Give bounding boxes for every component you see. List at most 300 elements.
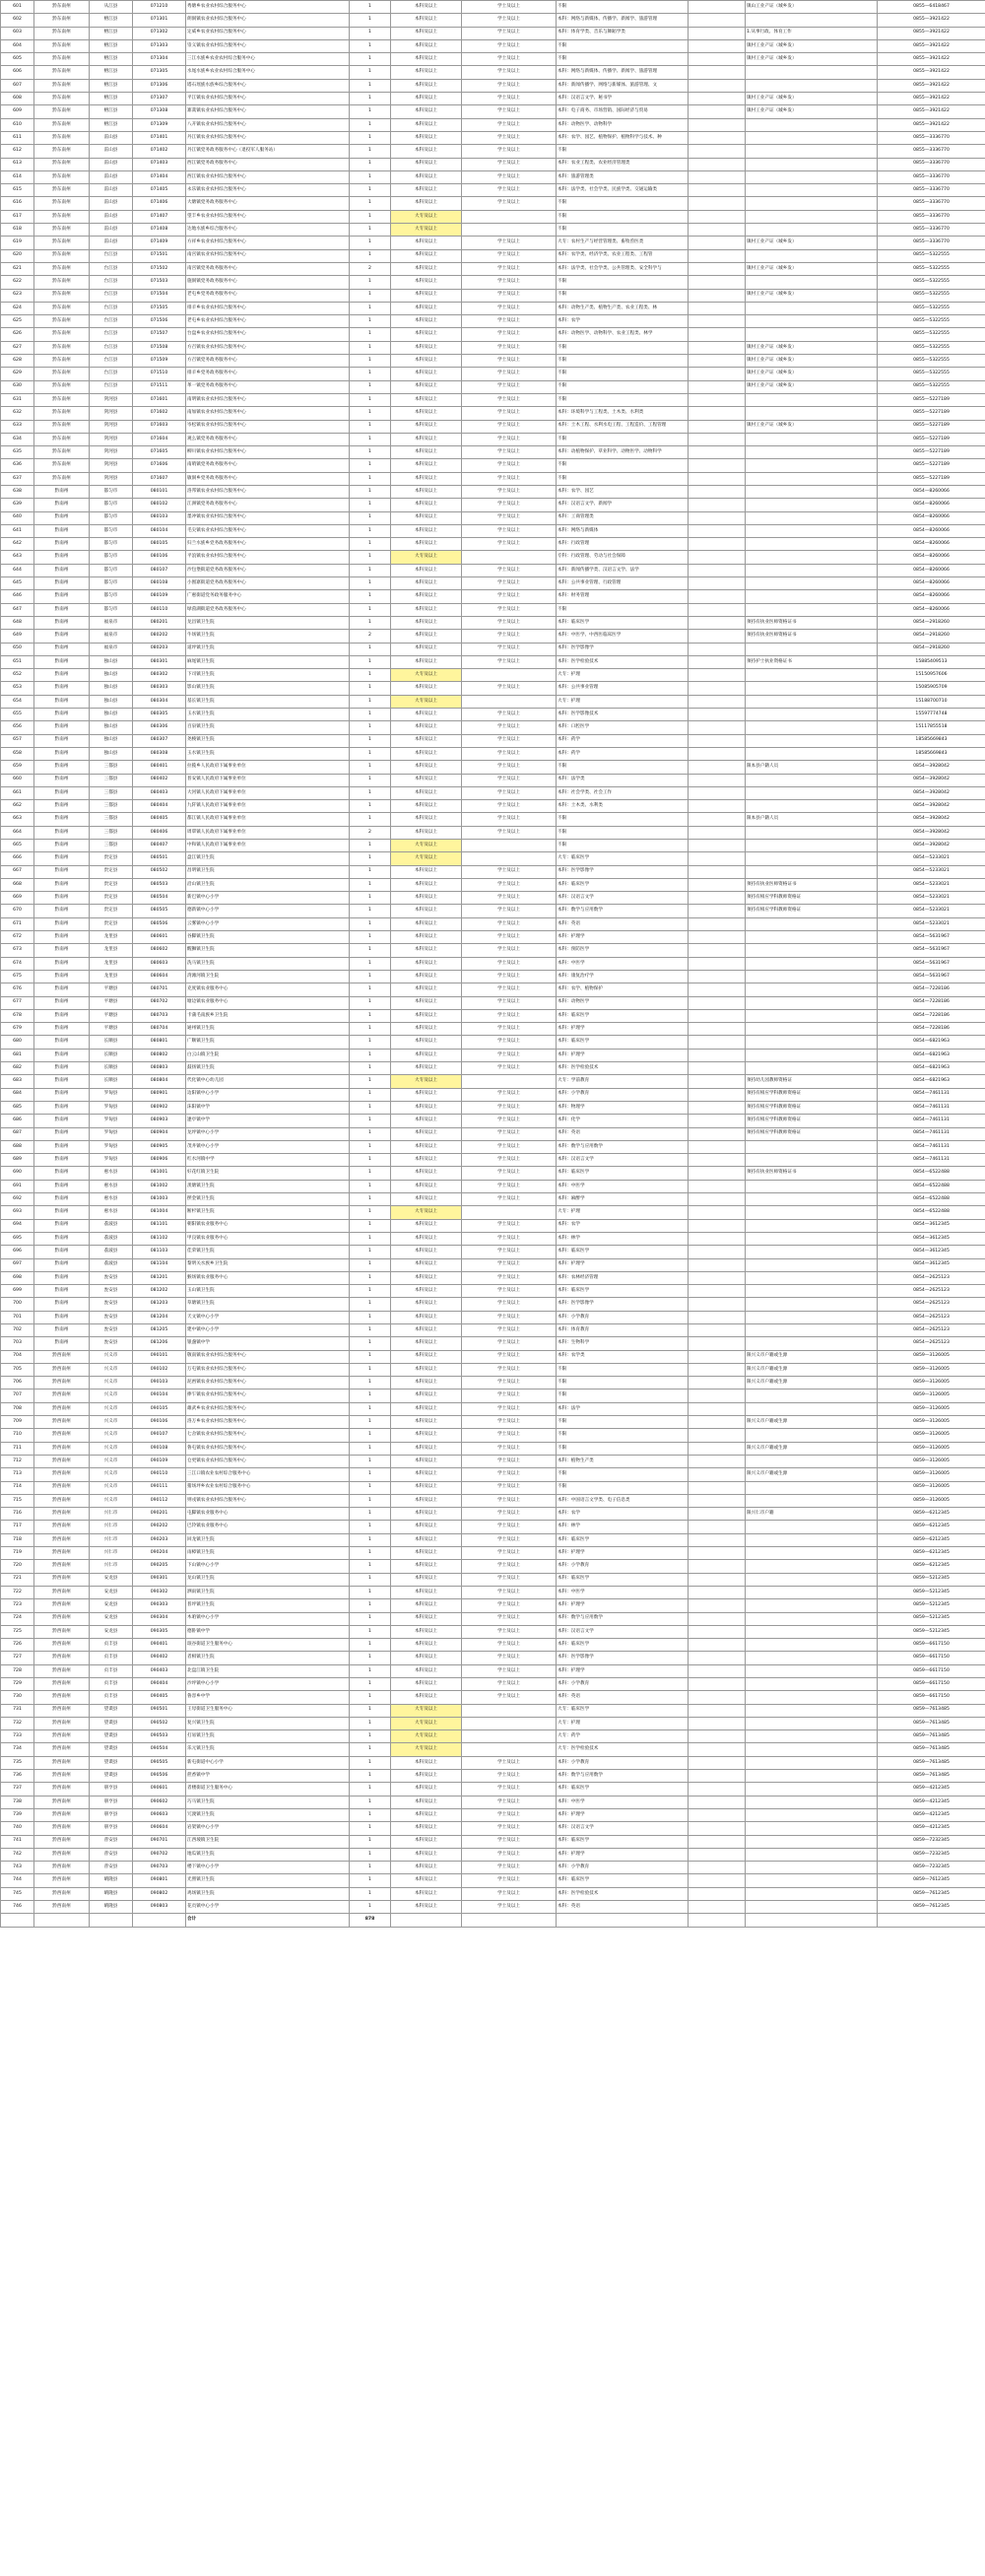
phone-cell: 0854—3928042 xyxy=(878,761,985,774)
other-cell xyxy=(689,734,746,747)
county-cell: 贵定县 xyxy=(90,892,133,905)
unit-name-cell: 湾滩河镇卫生院 xyxy=(186,970,350,983)
headcount-cell: 1 xyxy=(350,524,391,537)
phone-cell: 0855—3336770 xyxy=(878,237,985,249)
remarks-cell xyxy=(746,1285,878,1298)
other-cell xyxy=(689,1258,746,1271)
phone-cell: 0855—5227189 xyxy=(878,472,985,485)
seq-cell: 614 xyxy=(1,170,34,183)
region-cell: 黔西南州 xyxy=(34,1901,90,1914)
unit-name-cell: 排羊乡党务政务服务中心 xyxy=(186,368,350,380)
other-cell xyxy=(689,53,746,66)
seq-cell: 638 xyxy=(1,485,34,498)
position-code-cell: 081101 xyxy=(133,1219,186,1232)
education-cell: 本科及以上 xyxy=(391,1442,462,1455)
seq-cell: 628 xyxy=(1,355,34,368)
education-cell: 大专及以上 xyxy=(391,840,462,852)
remarks-cell: 须持有相应学科教师资格证 xyxy=(746,905,878,917)
major-cell: 本科：小学教育 xyxy=(557,1756,689,1769)
remarks-cell xyxy=(746,1494,878,1507)
phone-cell: 0855—5322555 xyxy=(878,341,985,354)
phone-cell: 0854—3928042 xyxy=(878,800,985,813)
county-cell: 长顺县 xyxy=(90,1075,133,1088)
table-row xyxy=(1,27,985,39)
county-cell: 三都县 xyxy=(90,774,133,786)
unit-name-cell: 克度镇农业服务中心 xyxy=(186,983,350,996)
headcount-cell: 1 xyxy=(350,813,391,826)
table-row xyxy=(1,1075,985,1088)
degree-cell: 学士及以上 xyxy=(462,616,557,629)
degree-cell: 学士及以上 xyxy=(462,1350,557,1363)
unit-name-cell: 昌明镇卫生院 xyxy=(186,865,350,878)
major-cell: 本科：农学、园艺、植物保护、植物科学与技术、种 xyxy=(557,131,689,144)
major-cell: 本科：临床医学 xyxy=(557,1639,689,1652)
degree-cell: 学士及以上 xyxy=(462,1468,557,1481)
degree-cell: 学士及以上 xyxy=(462,1442,557,1455)
county-cell: 独山县 xyxy=(90,721,133,734)
degree-cell: 学士及以上 xyxy=(462,105,557,118)
phone-cell: 0854—3612345 xyxy=(878,1246,985,1258)
county-cell: 独山县 xyxy=(90,747,133,760)
position-code-cell: 090106 xyxy=(133,1416,186,1429)
remarks-cell xyxy=(746,1887,878,1900)
county-cell: 平塘县 xyxy=(90,983,133,996)
degree-cell: 学士及以上 xyxy=(462,1547,557,1560)
headcount-cell: 1 xyxy=(350,1416,391,1429)
degree-cell: 学士及以上 xyxy=(462,800,557,813)
phone-cell: 0859—4212345 xyxy=(878,1796,985,1808)
other-cell xyxy=(689,551,746,564)
remarks-cell xyxy=(746,145,878,158)
major-cell: 本科：临床医学 xyxy=(557,1783,689,1796)
table-row xyxy=(1,1298,985,1311)
position-code-cell: 071302 xyxy=(133,27,186,39)
remarks-cell xyxy=(746,669,878,682)
major-cell: 本科：法学类、社会学类、民族学类、交通运输类 xyxy=(557,184,689,197)
major-cell: 本科：临床医学 xyxy=(557,1533,689,1546)
region-cell: 黔西南州 xyxy=(34,1652,90,1664)
education-cell: 本科及以上 xyxy=(391,1049,462,1061)
major-cell: 不限 xyxy=(557,1,689,14)
position-code-cell: 071305 xyxy=(133,66,186,79)
other-cell xyxy=(689,249,746,262)
position-code-cell: 080109 xyxy=(133,590,186,603)
major-cell: 本科：小学教育 xyxy=(557,1678,689,1691)
major-cell: 不限 xyxy=(557,433,689,445)
county-cell: 榕江县 xyxy=(90,27,133,39)
table-row xyxy=(1,1599,985,1612)
education-cell: 本科及以上 xyxy=(391,433,462,445)
degree-cell: 学士及以上 xyxy=(462,996,557,1009)
degree-cell: 学士及以上 xyxy=(462,905,557,917)
county-cell: 独山县 xyxy=(90,669,133,682)
table-row xyxy=(1,1206,985,1219)
unit-name-cell: 敏洞乡党务政务服务中心 xyxy=(186,472,350,485)
county-cell: 安龙县 xyxy=(90,1599,133,1612)
region-cell: 黔南州 xyxy=(34,590,90,603)
major-cell: 不限 xyxy=(557,840,689,852)
table-row xyxy=(1,499,985,511)
table-row xyxy=(1,355,985,368)
major-cell: 大专：临床医学 xyxy=(557,1704,689,1717)
region-cell: 黔南州 xyxy=(34,1101,90,1114)
major-cell: 不限 xyxy=(557,39,689,52)
headcount-cell: 1 xyxy=(350,197,391,210)
phone-cell: 0855—3336770 xyxy=(878,184,985,197)
position-code-cell: 080701 xyxy=(133,983,186,996)
education-cell: 大专及以上 xyxy=(391,1730,462,1743)
phone-cell: 0854—8260066 xyxy=(878,577,985,590)
region-cell: 黔南州 xyxy=(34,1127,90,1140)
headcount-cell: 1 xyxy=(350,289,391,302)
headcount-cell: 1 xyxy=(350,66,391,79)
phone-cell: 0854—8260066 xyxy=(878,551,985,564)
headcount-cell: 1 xyxy=(350,1717,391,1729)
other-cell xyxy=(689,1036,746,1049)
degree-cell: 学士及以上 xyxy=(462,878,557,891)
unit-name-cell: 仓更镇农业农村综合服务中心 xyxy=(186,1455,350,1467)
seq-cell: 689 xyxy=(1,1154,34,1167)
major-cell: 本科：中国语言文学类、电子信息类 xyxy=(557,1494,689,1507)
county-cell: 龙里县 xyxy=(90,944,133,957)
degree-cell: 学士及以上 xyxy=(462,983,557,996)
table-row xyxy=(1,472,985,485)
position-code-cell: 080402 xyxy=(133,774,186,786)
seq-cell: 603 xyxy=(1,27,34,39)
headcount-cell: 1 xyxy=(350,1547,391,1560)
education-cell: 本科及以上 xyxy=(391,1639,462,1652)
position-code-cell: 071505 xyxy=(133,302,186,314)
unit-name-cell: 黎明关水族乡卫生院 xyxy=(186,1258,350,1271)
other-cell xyxy=(689,655,746,668)
table-row xyxy=(1,407,985,420)
other-cell xyxy=(689,1023,746,1036)
region-cell: 黔西南州 xyxy=(34,1560,90,1573)
table-row xyxy=(1,747,985,760)
remarks-cell: 须持护士执业资格证书 xyxy=(746,655,878,668)
unit-name-cell: 醒狮镇卫生院 xyxy=(186,944,350,957)
position-code-cell: 081102 xyxy=(133,1232,186,1245)
degree-cell: 学士及以上 xyxy=(462,1508,557,1521)
region-cell: 黔西南州 xyxy=(34,1717,90,1729)
education-cell: 本科及以上 xyxy=(391,158,462,170)
other-cell xyxy=(689,603,746,616)
major-cell: 不限 xyxy=(557,761,689,774)
position-code-cell: 090111 xyxy=(133,1481,186,1494)
remarks-cell xyxy=(746,1599,878,1612)
degree-cell: 学士及以上 xyxy=(462,1049,557,1061)
seq-cell: 616 xyxy=(1,197,34,210)
table-row xyxy=(1,734,985,747)
county-cell: 都匀市 xyxy=(90,590,133,603)
major-cell: 不限 xyxy=(557,1429,689,1442)
county-cell: 晴隆县 xyxy=(90,1901,133,1914)
degree-cell: 学士及以上 xyxy=(462,1862,557,1874)
position-code-cell: 080801 xyxy=(133,1036,186,1049)
unit-name-cell: 南宫镇党务政务服务中心 xyxy=(186,262,350,275)
remarks-cell xyxy=(746,79,878,92)
seq-cell: 700 xyxy=(1,1298,34,1311)
county-cell: 龙里县 xyxy=(90,957,133,970)
phone-cell: 0859—6212345 xyxy=(878,1521,985,1533)
position-code-cell: 090803 xyxy=(133,1901,186,1914)
unit-name-cell: 鸡场镇卫生院 xyxy=(186,1887,350,1900)
headcount-cell: 1 xyxy=(350,1115,391,1127)
position-code-cell: 080405 xyxy=(133,813,186,826)
headcount-cell: 1 xyxy=(350,1664,391,1677)
headcount-cell: 1 xyxy=(350,1874,391,1887)
unit-name-cell: 卡蒲毛南族乡卫生院 xyxy=(186,1009,350,1022)
headcount-cell: 1 xyxy=(350,865,391,878)
major-cell: 不限 xyxy=(557,393,689,406)
county-cell: 安龙县 xyxy=(90,1625,133,1638)
unit-name-cell: 摆金镇卫生院 xyxy=(186,1193,350,1206)
region-cell: 黔东南州 xyxy=(34,407,90,420)
unit-name-cell: 水尾水族乡农业农村综合服务中心 xyxy=(186,66,350,79)
seq-cell: 696 xyxy=(1,1246,34,1258)
seq-cell: 635 xyxy=(1,446,34,459)
headcount-cell: 1 xyxy=(350,1704,391,1717)
degree-cell: 学士及以上 xyxy=(462,1337,557,1350)
region-cell: 黔南州 xyxy=(34,1206,90,1219)
remarks-cell xyxy=(746,1756,878,1769)
position-code-cell: 090603 xyxy=(133,1808,186,1821)
seq-cell: 637 xyxy=(1,472,34,485)
table-row xyxy=(1,1246,985,1258)
phone-cell: 0855—5322555 xyxy=(878,328,985,341)
other-cell xyxy=(689,14,746,27)
other-cell xyxy=(689,93,746,105)
county-cell: 惠水县 xyxy=(90,1167,133,1180)
major-cell: 本科：医学影像学 xyxy=(557,643,689,655)
major-cell: 本科：土木工程、水利水电工程、工程造价、工程管理 xyxy=(557,420,689,433)
major-cell: 本科：英语 xyxy=(557,1901,689,1914)
other-cell xyxy=(689,564,746,576)
phone-cell: 0854—2625123 xyxy=(878,1337,985,1350)
phone-cell: 0859—3126005 xyxy=(878,1363,985,1376)
seq-cell: 722 xyxy=(1,1586,34,1598)
region-cell: 黔南州 xyxy=(34,826,90,839)
other-cell xyxy=(689,695,746,708)
phone-cell: 0859—3126005 xyxy=(878,1377,985,1390)
other-cell xyxy=(689,577,746,590)
headcount-cell: 1 xyxy=(350,184,391,197)
region-cell: 黔西南州 xyxy=(34,1481,90,1494)
position-code-cell: 080506 xyxy=(133,917,186,930)
region-cell: 黔南州 xyxy=(34,905,90,917)
phone-cell: 0855—5227189 xyxy=(878,459,985,472)
county-cell: 普安县 xyxy=(90,1862,133,1874)
headcount-cell: 1 xyxy=(350,957,391,970)
position-code-cell: 090802 xyxy=(133,1887,186,1900)
county-cell: 台江县 xyxy=(90,328,133,341)
major-cell: 不限 xyxy=(557,210,689,223)
phone-cell: 15117855518 xyxy=(878,721,985,734)
phone-cell: 0854—5233021 xyxy=(878,852,985,865)
seq-cell xyxy=(1,1914,34,1927)
headcount-cell: 1 xyxy=(350,643,391,655)
other-cell xyxy=(689,721,746,734)
region-cell: 黔东南州 xyxy=(34,1,90,14)
region-cell: 黔西南州 xyxy=(34,1455,90,1467)
unit-name-cell: 丹江镇党务政务服务中心（退役军人服务站） xyxy=(186,145,350,158)
education-cell: 本科及以上 xyxy=(391,1337,462,1350)
table-row xyxy=(1,996,985,1009)
county-cell: 普安县 xyxy=(90,1835,133,1848)
unit-name-cell: 寨蒿镇农业农村综合服务中心 xyxy=(186,105,350,118)
table-row xyxy=(1,1808,985,1821)
degree-cell: 学士及以上 xyxy=(462,145,557,158)
degree-cell: 学士及以上 xyxy=(462,1887,557,1900)
table-row xyxy=(1,1547,985,1560)
education-cell: 本科及以上 xyxy=(391,1101,462,1114)
phone-cell: 0854—2625123 xyxy=(878,1311,985,1323)
headcount-cell: 1 xyxy=(350,721,391,734)
table-row xyxy=(1,131,985,144)
degree-cell: 学士及以上 xyxy=(462,184,557,197)
remarks-cell: 须持有相应学科教师资格证 xyxy=(746,1115,878,1127)
region-cell: 黔南州 xyxy=(34,1193,90,1206)
unit-name-cell: 通州镇卫生院 xyxy=(186,1023,350,1036)
region-cell: 黔南州 xyxy=(34,721,90,734)
remarks-cell xyxy=(746,590,878,603)
major-cell: 大专：护理 xyxy=(557,1206,689,1219)
phone-cell: 0854—3928042 xyxy=(878,786,985,799)
degree-cell: 学士及以上 xyxy=(462,1770,557,1783)
major-cell: 本科：临床医学 xyxy=(557,1835,689,1848)
phone-cell: 0855—3921422 xyxy=(878,27,985,39)
unit-name-cell: 施洞镇党务政务服务中心 xyxy=(186,276,350,289)
phone-cell: 0854—5233021 xyxy=(878,865,985,878)
unit-name-cell: 小围寨街道党务政务服务中心 xyxy=(186,577,350,590)
region-cell: 黔东南州 xyxy=(34,355,90,368)
phone-cell: 0859—7613485 xyxy=(878,1770,985,1783)
table-row xyxy=(1,1874,985,1887)
headcount-cell: 1 xyxy=(350,1271,391,1284)
county-cell: 惠水县 xyxy=(90,1193,133,1206)
remarks-cell xyxy=(746,210,878,223)
education-cell: 本科及以上 xyxy=(391,1258,462,1271)
county-cell: 榕江县 xyxy=(90,39,133,52)
phone-cell: 0855—3921422 xyxy=(878,105,985,118)
unit-name-cell: 台盘乡农业农村综合服务中心 xyxy=(186,328,350,341)
seq-cell: 714 xyxy=(1,1481,34,1494)
position-code-cell: 090401 xyxy=(133,1639,186,1652)
unit-name-cell: 老屯乡农业农村综合服务中心 xyxy=(186,315,350,328)
unit-name-cell: 定威乡农业农村综合服务中心 xyxy=(186,27,350,39)
unit-name-cell: 云雾镇中心小学 xyxy=(186,917,350,930)
other-cell xyxy=(689,105,746,118)
county-cell: 剑河县 xyxy=(90,472,133,485)
remarks-cell xyxy=(746,996,878,1009)
education-cell: 本科及以上 xyxy=(391,66,462,79)
position-code-cell: 071407 xyxy=(133,210,186,223)
education-cell: 本科及以上 xyxy=(391,1036,462,1049)
phone-cell: 0854—3612345 xyxy=(878,1232,985,1245)
region-cell: 黔南州 xyxy=(34,1298,90,1311)
headcount-cell: 1 xyxy=(350,93,391,105)
headcount-cell: 1 xyxy=(350,1127,391,1140)
table-row xyxy=(1,1455,985,1467)
county-cell: 晴隆县 xyxy=(90,1874,133,1887)
education-cell: 本科及以上 xyxy=(391,1508,462,1521)
remarks-cell xyxy=(746,1023,878,1036)
position-code-cell: 081004 xyxy=(133,1206,186,1219)
other-cell xyxy=(689,1298,746,1311)
major-cell: 不限 xyxy=(557,472,689,485)
other-cell xyxy=(689,1848,746,1861)
other-cell xyxy=(689,262,746,275)
education-cell: 本科及以上 xyxy=(391,511,462,524)
other-cell xyxy=(689,1219,746,1232)
degree-cell: 学士及以上 xyxy=(462,276,557,289)
region-cell: 黔西南州 xyxy=(34,1796,90,1808)
education-cell: 本科及以上 xyxy=(391,118,462,131)
county-cell: 兴义市 xyxy=(90,1429,133,1442)
unit-name-cell: 塘边镇农业服务中心 xyxy=(186,996,350,1009)
education-cell: 本科及以上 xyxy=(391,761,462,774)
position-code-cell: 080203 xyxy=(133,643,186,655)
headcount-cell: 1 xyxy=(350,1770,391,1783)
other-cell xyxy=(689,1232,746,1245)
unit-name-cell: 红水河镇中学 xyxy=(186,1154,350,1167)
other-cell xyxy=(689,524,746,537)
remarks-cell xyxy=(746,826,878,839)
county-cell: 贞丰县 xyxy=(90,1652,133,1664)
headcount-cell: 1 xyxy=(350,380,391,393)
other-cell xyxy=(689,1717,746,1729)
unit-name-cell: 巧马镇卫生院 xyxy=(186,1796,350,1808)
education-cell: 本科及以上 xyxy=(391,53,462,66)
education-cell: 本科及以上 xyxy=(391,577,462,590)
seq-cell: 675 xyxy=(1,970,34,983)
phone-cell: 0854—5233021 xyxy=(878,892,985,905)
position-code-cell: 071301 xyxy=(133,14,186,27)
degree-cell: 学士及以上 xyxy=(462,53,557,66)
position-code-cell: 090201 xyxy=(133,1508,186,1521)
other-cell xyxy=(689,682,746,695)
seq-cell: 734 xyxy=(1,1743,34,1756)
phone-cell: 0855—5227189 xyxy=(878,446,985,459)
major-cell: 本科：汉语言文学 xyxy=(557,1154,689,1167)
phone-cell: 0855—5227189 xyxy=(878,433,985,445)
table-row xyxy=(1,1533,985,1546)
education-cell: 本科及以上 xyxy=(391,39,462,52)
degree-cell: 学士及以上 xyxy=(462,747,557,760)
table-row xyxy=(1,79,985,92)
position-code-cell: 080201 xyxy=(133,616,186,629)
other-cell xyxy=(689,1416,746,1429)
seq-cell: 665 xyxy=(1,840,34,852)
table-row xyxy=(1,1323,985,1336)
remarks-cell: 须持有执业医师资格证书 xyxy=(746,1167,878,1180)
region-cell: 黔南州 xyxy=(34,865,90,878)
remarks-cell xyxy=(746,158,878,170)
unit-name-cell: 牛场镇卫生院 xyxy=(186,630,350,643)
remarks-cell xyxy=(746,1298,878,1311)
table-row xyxy=(1,970,985,983)
unit-name-cell: 达地水族乡综合服务中心 xyxy=(186,224,350,237)
table-row xyxy=(1,511,985,524)
table-row xyxy=(1,1350,985,1363)
degree-cell: 学士及以上 xyxy=(462,1586,557,1598)
position-code-cell: 071605 xyxy=(133,446,186,459)
phone-cell: 0854—5631967 xyxy=(878,944,985,957)
other-cell xyxy=(689,1337,746,1350)
major-cell: 本科：临床医学 xyxy=(557,1246,689,1258)
seq-cell: 644 xyxy=(1,564,34,576)
headcount-cell: 1 xyxy=(350,459,391,472)
